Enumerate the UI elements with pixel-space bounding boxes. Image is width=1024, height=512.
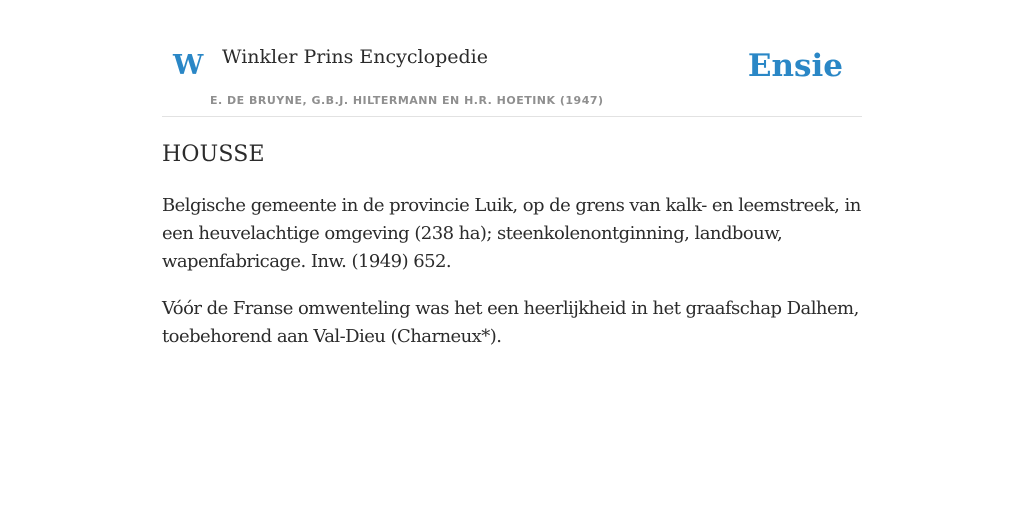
article-paragraph: Belgische gemeente in de provincie Luik, op de grens van kalk- en leemstreek, in een heuvelachtige omgeving (238 ha); steenkolenontginning, landbouw, wapenfabricage. Inw. (1949) 652. — [162, 195, 861, 272]
article-title: HOUSSE — [162, 142, 265, 167]
article — [162, 140, 862, 370]
book-header — [162, 0, 862, 117]
ensie-logo[interactable]: Ensie — [747, 48, 843, 84]
book-title-link[interactable]: Winkler Prins Encyclopedie — [222, 46, 488, 68]
article-paragraph: Vóór de Franse omwenteling was het een heerlijkheid in het graafschap Dalhem, toebehorend aan Val-Dieu (Charneux*). — [162, 298, 859, 347]
book-authors: E. DE BRUYNE, G.B.J. HILTERMANN EN H.R. HOETINK (1947) — [210, 94, 604, 107]
book-logo[interactable]: W — [173, 50, 204, 81]
